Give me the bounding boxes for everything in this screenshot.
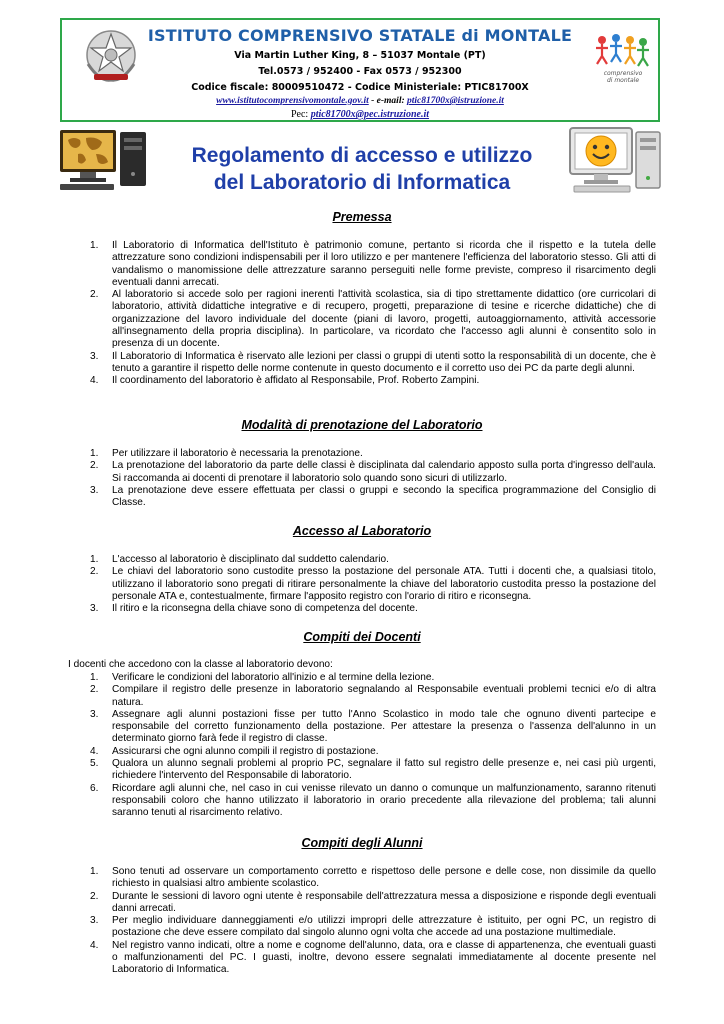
school-logo-caption: comprensivo di montale xyxy=(603,70,643,84)
list-item: 2. Le chiavi del laboratorio sono custodite presso la postazione del personale ATA. Tutti i docenti che, a qualsiasi titolo, utilizzano il laboratorio sono pregati di ritirare personalmente la chiave del laboratorio custodita presso la postazione del personale ATA e, contestualmente, firmare l'apposito registro con l'orario di ritiro e riconsegna. xyxy=(90,566,656,602)
section-title-accesso: Accesso al Laboratorio xyxy=(292,524,432,538)
email-separator: - e-mail: xyxy=(371,96,405,106)
letterhead xyxy=(60,18,660,122)
list-item: 4. Assicurarsi che ogni alunno compili il registro di postazione. xyxy=(90,745,379,757)
pec-line xyxy=(62,109,658,120)
list-item: 4. Nel registro vanno indicati, oltre a nome e cognome dell'alunno, data, ora e classe di appartenenza, che eventuali guasti o malfunzionamenti del PC. I guasti, inoltre, devono essere segnalati immediatamente al docente presente nel Laboratorio di Informatica. xyxy=(90,939,656,976)
list-item: 2. Durante le sessioni di lavoro ogni utente è responsabile dell'attrezzatura messa a disposizione e risponde degli eventuali danni arrecati. xyxy=(90,890,656,914)
school-codes: Codice fiscale: 80009510472 - Codice Ministeriale: PTIC81700X xyxy=(191,82,529,93)
list-item: 4. Il coordinamento del laboratorio è affidato al Responsabile, Prof. Roberto Zampini. xyxy=(90,375,480,387)
section-title-docenti: Compiti dei Docenti xyxy=(303,630,421,644)
contact-line xyxy=(62,96,658,106)
alunni-list xyxy=(90,866,656,977)
pec-link[interactable]: ptic81700x@pec.istruzione.it xyxy=(310,109,430,120)
list-item: 1. Il Laboratorio di Informatica dell'Istituto è patrimonio comune, pertanto si ricorda che il rispetto e la tutela delle attrezzature sono condizioni indispensabili per il loro utilizzo e per mantenere l'efficienza del laboratorio stesso. Gli atti di vandalismo o manomissione delle attrezzature saranno perseguiti nelle forme previste, compreso il risarcimento degli eventuali danni arrecati. xyxy=(90,240,656,288)
list-item: 2. La prenotazione del laboratorio da parte delle classi è disciplinata dal calendario apposto sulla porta d'ingresso dell'aula. Si raccomanda ai docenti di prenotare il laboratorio solo quando sono sicuri di utilizzarlo. xyxy=(90,460,656,484)
list-item: 3. Per meglio individuare danneggiamenti e/o utilizzi impropri delle attrezzature è istituito, per ogni PC, un registro di postazione che deve essere compilato dal singolo alunno ogni volta che accede ad una postazione multimediale. xyxy=(90,915,656,939)
school-address: Via Martin Luther King, 8 – 51037 Montale (PT) xyxy=(234,50,486,61)
section-title-alunni: Compiti degli Alunni xyxy=(301,836,423,850)
docenti-intro: I docenti che accedono con la classe al laboratorio devono: xyxy=(68,659,333,670)
list-item: 1. L'accesso al laboratorio è disciplinato dal suddetto calendario. xyxy=(90,554,389,565)
document-title: Regolamento di accesso e utilizzo del Laboratorio di Informatica xyxy=(191,144,533,194)
pec-label: Pec: xyxy=(290,109,309,120)
school-logo-icon xyxy=(592,30,652,96)
list-item: 5. Qualora un alunno segnali problemi al proprio PC, segnalare il fatto sul registro delle presenze e, nei casi più urgenti, richiedere l'intervento del Responsabile di laboratorio. xyxy=(90,758,656,782)
school-name: ISTITUTO COMPRENSIVO STATALE di MONTALE xyxy=(147,26,573,45)
docenti-list xyxy=(90,672,656,820)
email-link[interactable]: ptic81700x@istruzione.it xyxy=(407,96,504,106)
list-item: 3. Assegnare agli alunni postazioni fisse per tutto l'Anno Scolastico in modo tale che ognuno diventi partecipe e responsabile del corretto funzionamento della postazione. Per attestare la presenza o l'assenza dell'alunno in un determinato giorno farà fede il registro di classe. xyxy=(90,708,656,745)
list-item: 3. Il Laboratorio di Informatica è riservato alle lezioni per classi o gruppi di utenti sotto la responsabilità di un docente, che è tenuto a garantire il rispetto delle norme contenute in questo documento e il corretto uso dei PC da parte degli alunni. xyxy=(90,350,656,374)
list-item: 2. Compilare il registro delle presenze in laboratorio segnalando al Responsabile eventuali problemi tecnici e/o di altra natura. xyxy=(90,684,656,708)
list-item: 1. Verificare le condizioni del laboratorio all'inizio e al termine della lezione. xyxy=(90,672,435,683)
list-item: 3. Il ritiro e la riconsegna della chiave sono di competenza del docente. xyxy=(90,603,418,615)
list-item: 1. Sono tenuti ad osservare un comportamento corretto e rispettoso delle persone e delle cose, non dissimile da quello richiesto in qualsiasi altro ambiente scolastico. xyxy=(90,866,656,890)
section-title-premessa: Premessa xyxy=(332,210,392,224)
accesso-list xyxy=(90,554,656,615)
prenotazione-list xyxy=(90,448,656,509)
website-link[interactable]: www.istitutocomprensivomontale.gov.it xyxy=(216,96,369,106)
list-item: 2. Al laboratorio si accede solo per ragioni inerenti l'attività scolastica, sia di tipo strettamente didattico (ore curricolari di laboratorio, attività didattiche integrative e di recupero, progetti, preparazione di tesine e ricerche didattiche) che di organizzazione del lavoro individuale del docente (piani di lavoro, progetti, autoaggiornamento, attività accessorie all'insegnamento della propria disciplina). In particolare, va ricordato che l'accesso agli alunni è consentito solo in presenza di un docente. xyxy=(90,289,656,350)
list-item: 1. Per utilizzare il laboratorio è necessaria la prenotazione. xyxy=(90,448,363,459)
list-item: 3. La prenotazione deve essere effettuata per classi o gruppi e secondo la specifica programmazione del Consiglio di Classe. xyxy=(90,484,656,509)
school-phone: Tel.0573 / 952400 - Fax 0573 / 952300 xyxy=(258,66,462,77)
section-title-prenotazione: Modalità di prenotazione del Laboratorio xyxy=(241,418,483,432)
republic-emblem-icon xyxy=(80,24,142,86)
premessa-list xyxy=(90,240,656,388)
list-item: 6. Ricordare agli alunni che, nel caso in cui venisse rilevato un danno o comunque un malfunzionamento, saranno ritenuti responsabili coloro che hanno utilizzato il laboratorio in orario precedente alla rilevazione del problema; tali alunni saranno tenuti al risarcimento relativo. xyxy=(90,782,656,819)
